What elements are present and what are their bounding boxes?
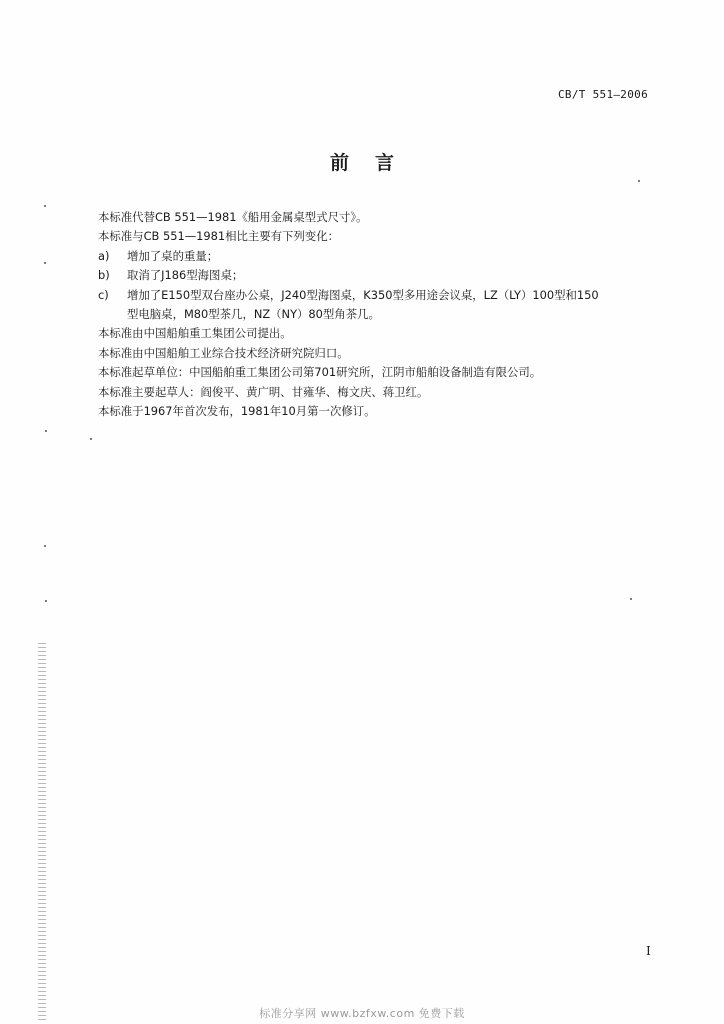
paragraph-changes-intro: 本标准与CB 551—1981相比主要有下列变化：	[98, 229, 339, 244]
scan-speck	[90, 438, 92, 440]
scan-speck	[638, 180, 640, 182]
standard-code: CB/T 551—2006	[558, 88, 648, 101]
paragraph-proposer: 本标准由中国船舶重工集团公司提出。	[98, 326, 292, 341]
paragraph-drafting-units: 本标准起草单位：中国船舶重工集团公司第701研究所，江阴市船舶设备制造有限公司。	[98, 365, 542, 380]
list-item	[98, 247, 664, 266]
scan-speck	[44, 262, 46, 264]
paragraph-replaces: 本标准代替CB 551—1981《船用金属桌型式尺寸》。	[98, 210, 368, 224]
list-item-label: c)	[98, 287, 109, 302]
list-item-label: a)	[98, 248, 110, 263]
scan-speck	[45, 600, 47, 602]
paragraph-drafters: 本标准主要起草人：阎俊平、黄广明、甘雍华、梅文庆、蒋卫红。	[98, 384, 429, 399]
scan-speck	[630, 598, 632, 600]
list-item	[98, 286, 664, 325]
paragraph-centralized: 本标准由中国船舶工业综合技术经济研究院归口。	[98, 345, 349, 360]
foreword-body	[98, 208, 664, 421]
list-item-text: 增加了E150型双台座办公桌，J240型海图桌，K350型多用途会议桌，LZ（LY）100型和150	[127, 287, 599, 302]
page-number: I	[646, 944, 651, 958]
list-item	[98, 266, 664, 285]
list-item-text-continued: 型电脑桌，M80型茶几，NZ（NY）80型角茶几。	[127, 307, 380, 322]
scan-speck	[45, 430, 47, 432]
scan-speck	[44, 545, 46, 547]
list-item-label: b)	[98, 268, 110, 283]
download-footer: 标准分享网 www.bzfxw.com 免费下载	[259, 1007, 465, 1020]
list-item-text-block	[127, 286, 664, 325]
list-item-text: 增加了桌的重量；	[127, 248, 219, 263]
list-item-text: 取消了J186型海图桌；	[127, 268, 244, 283]
scan-noise-edge	[38, 640, 46, 1020]
scan-speck	[44, 205, 46, 207]
paragraph-history: 本标准于1967年首次发布，1981年10月第一次修订。	[98, 404, 376, 419]
page-title: 前言	[329, 152, 420, 174]
